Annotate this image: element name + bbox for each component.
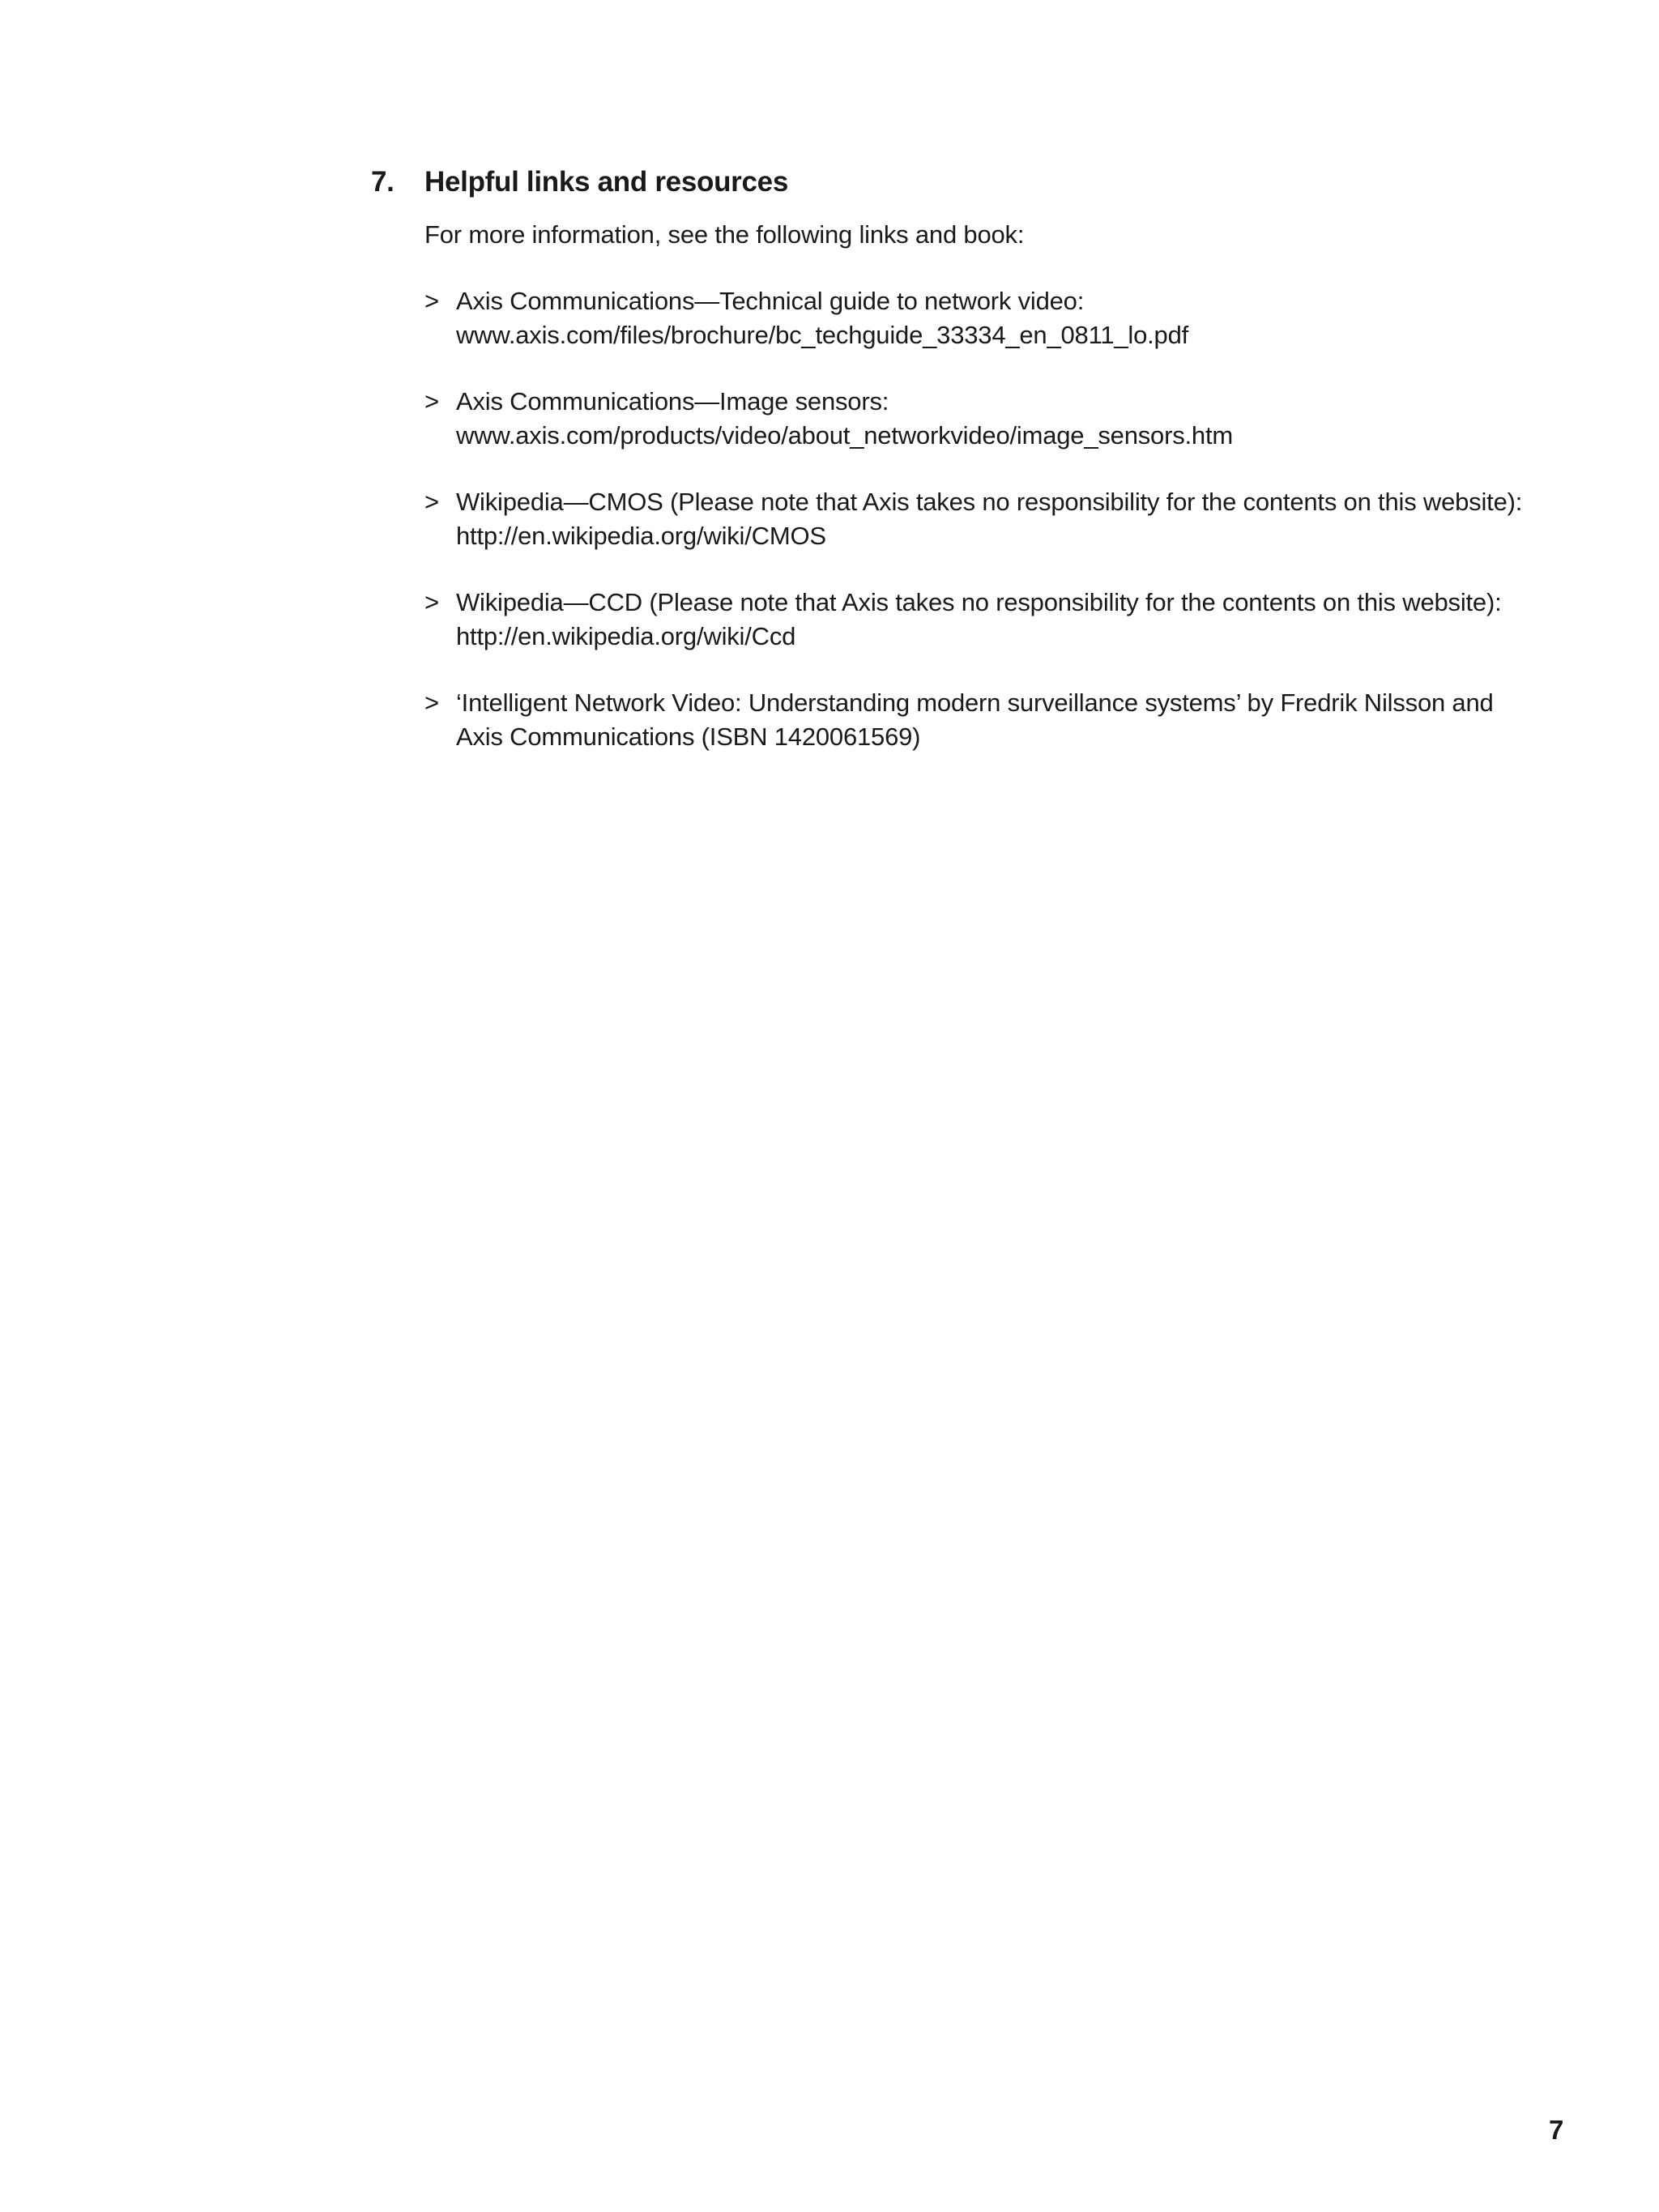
resource-title: Axis Communications—Image sensors: bbox=[456, 387, 889, 416]
resource-title: Axis Communications—Technical guide to network video: bbox=[456, 287, 1085, 315]
resource-title: Wikipedia—CCD (Please note that Axis takes no responsibility for the contents on this website): bbox=[456, 588, 1502, 616]
list-item bbox=[424, 586, 1570, 654]
list-item bbox=[424, 385, 1570, 453]
bullet-marker: > bbox=[424, 488, 439, 516]
book-publisher: Axis Communications (ISBN 1420061569) bbox=[456, 722, 921, 751]
section-title: Helpful links and resources bbox=[424, 166, 788, 198]
section-body bbox=[424, 218, 1570, 754]
resource-link[interactable]: http://en.wikipedia.org/wiki/Ccd bbox=[456, 622, 796, 650]
section-heading bbox=[371, 164, 1570, 200]
bullet-marker: > bbox=[424, 387, 439, 416]
bullet-marker: > bbox=[424, 287, 439, 315]
list-item bbox=[424, 485, 1570, 553]
section-number: 7. bbox=[371, 166, 394, 198]
book-title: ‘Intelligent Network Video: Understanding modern surveillance systems’ by Fredrik Nilsson and bbox=[456, 688, 1494, 717]
resource-link[interactable]: www.axis.com/products/video/about_networkvideo/image_sensors.htm bbox=[456, 421, 1234, 450]
list-item bbox=[424, 686, 1570, 754]
page-number: 7 bbox=[1549, 2115, 1564, 2145]
bullet-marker: > bbox=[424, 588, 439, 616]
list-item bbox=[424, 284, 1570, 352]
resource-link[interactable]: www.axis.com/files/brochure/bc_techguide_33334_en_0811_lo.pdf bbox=[456, 321, 1189, 349]
helpful-links-section bbox=[371, 164, 1570, 786]
bullet-marker: > bbox=[424, 688, 439, 717]
resource-link[interactable]: http://en.wikipedia.org/wiki/CMOS bbox=[456, 522, 826, 550]
resource-list bbox=[424, 284, 1570, 754]
resource-title: Wikipedia—CMOS (Please note that Axis takes no responsibility for the contents on this website): bbox=[456, 488, 1523, 516]
intro-paragraph: For more information, see the following links and book: bbox=[424, 220, 1025, 249]
